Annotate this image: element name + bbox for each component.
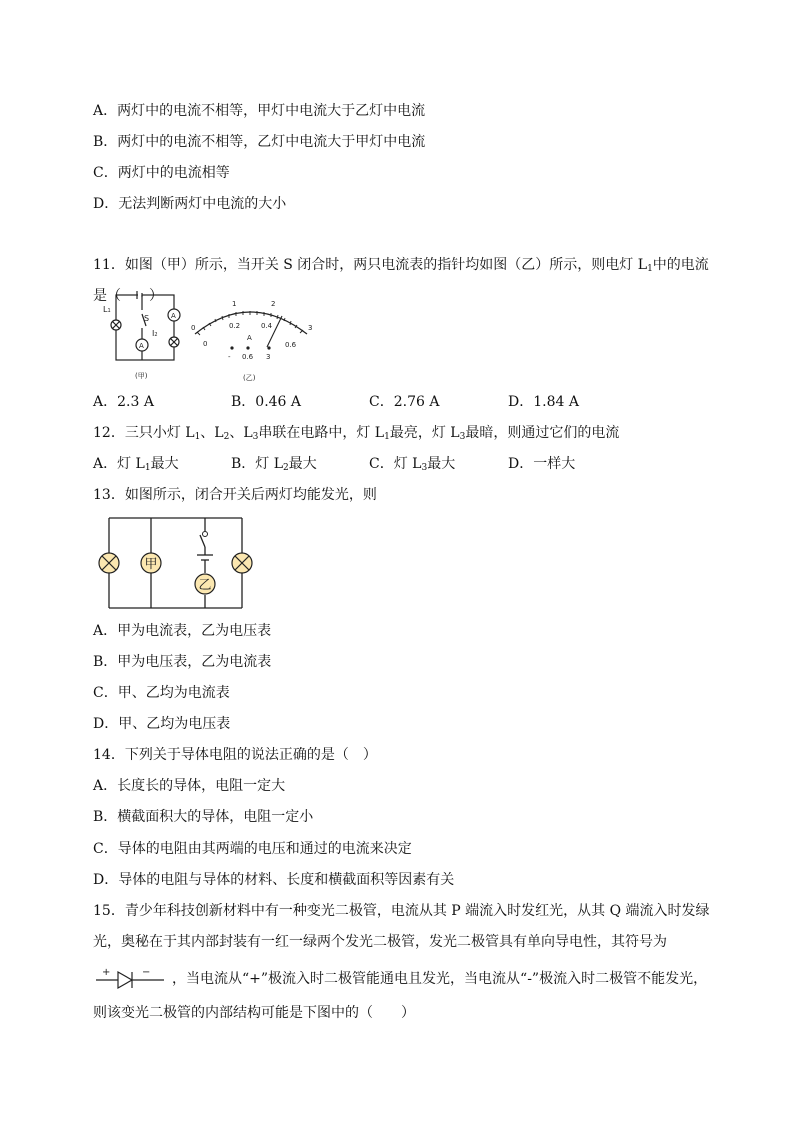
fig-yi-caption: (乙) bbox=[243, 374, 256, 382]
q12-stem: 12．三只小灯 $L_1$、$L_2$、$L_3$串联在电路中，灯 $L_1$最亮，灯 $L_3$最暗，则通过它们的电流 bbox=[93, 425, 620, 442]
svg-text:0.6: 0.6 bbox=[242, 353, 254, 361]
q12-option-d: D．一样大 bbox=[508, 456, 576, 472]
q12-option-c: C．灯 $L_3$最大 bbox=[369, 456, 456, 473]
q14-option-c: C．导体的电阻由其两端的电压和通过的电流来决定 bbox=[93, 841, 412, 857]
q13-option-a: A．甲为电流表，乙为电压表 bbox=[93, 623, 272, 639]
q13-lamp-left-icon bbox=[99, 553, 119, 573]
svg-text:A: A bbox=[139, 342, 144, 350]
svg-text:L1: L1 bbox=[103, 305, 111, 314]
q14-stem: 14．下列关于导体电阻的说法正确的是（ ） bbox=[93, 747, 377, 763]
q13-option-d: D．甲、乙均为电压表 bbox=[93, 716, 231, 732]
svg-text:0.4: 0.4 bbox=[261, 322, 273, 330]
dial-needle bbox=[267, 316, 282, 347]
svg-text:A: A bbox=[247, 334, 252, 342]
svg-text:+: + bbox=[102, 967, 111, 978]
svg-text:−: − bbox=[142, 967, 151, 978]
q15-line2: 光，奥秘在于其内部封装有一红一绿两个发光二极管，发光二极管具有单向导电性，其符号为 bbox=[93, 934, 667, 950]
svg-text:甲: 甲 bbox=[144, 557, 158, 572]
q15-line4: 则该变光二极管的内部结构可能是下图中的（ ） bbox=[93, 1005, 415, 1021]
q13-option-c: C．甲、乙均为电流表 bbox=[93, 685, 230, 701]
svg-text:1: 1 bbox=[232, 300, 237, 308]
q13-lamp-right-icon bbox=[232, 553, 252, 573]
svg-text:I2: I2 bbox=[152, 329, 158, 338]
svg-text:0: 0 bbox=[203, 340, 208, 348]
q13-stem: 13．如图所示，闭合开关后两灯均能发光，则 bbox=[93, 487, 377, 503]
q15-line1: 15．青少年科技创新材料中有一种变光二极管，电流从其 P 端流入时发红光，从其 Q 端流入时发绿 bbox=[93, 903, 710, 919]
svg-text:0: 0 bbox=[191, 324, 196, 332]
svg-text:3: 3 bbox=[308, 324, 313, 332]
svg-text:0.2: 0.2 bbox=[229, 322, 241, 330]
svg-text:-: - bbox=[228, 353, 231, 361]
q11-stem-line2: 是（ ） bbox=[93, 288, 163, 304]
q13-option-b: B．甲为电压表，乙为电流表 bbox=[93, 654, 272, 670]
q10-option-c: C．两灯中的电流相等 bbox=[93, 165, 230, 181]
q14-option-d: D．导体的电阻与导体的材料、长度和横截面积等因素有关 bbox=[93, 872, 455, 888]
svg-text:2: 2 bbox=[271, 300, 276, 308]
q11-figure-jia bbox=[102, 290, 182, 382]
q12-option-b: B．灯 $L_2$最大 bbox=[231, 456, 317, 473]
q11-option-d: D．1.84 A bbox=[508, 394, 579, 410]
q11-option-b: B．0.46 A bbox=[231, 394, 302, 410]
q10-option-a: A．两灯中的电流不相等，甲灯中电流大于乙灯中电流 bbox=[93, 103, 426, 119]
svg-text:0.6: 0.6 bbox=[285, 341, 297, 349]
q13-figure bbox=[96, 513, 256, 613]
q10-option-d: D．无法判断两灯中电流的大小 bbox=[93, 196, 287, 212]
q12-option-a: A．灯 $L_1$最大 bbox=[93, 456, 179, 473]
q14-option-b: B．横截面积大的导体，电阻一定小 bbox=[93, 809, 314, 825]
q11-option-a: A．2.3 A bbox=[93, 394, 154, 410]
q15-line3: ，当电流从“+”极流入时二极管能通电且发光，当电流从“-”极流入时二极管不能发光， bbox=[172, 971, 708, 987]
fig-jia-caption: (甲) bbox=[135, 372, 148, 380]
diode-symbol-icon bbox=[94, 964, 166, 992]
q10-option-b: B．两灯中的电流不相等，乙灯中电流大于甲灯中电流 bbox=[93, 134, 426, 150]
svg-text:A: A bbox=[171, 312, 176, 320]
q11-figure-yi bbox=[187, 292, 317, 382]
svg-text:S: S bbox=[144, 314, 150, 323]
q14-option-a: A．长度长的导体，电阻一定大 bbox=[93, 778, 286, 794]
q11-stem: 11．如图（甲）所示，当开关 S 闭合时，两只电流表的指针均如图（乙）所示，则电灯 $L_1$中的电流 bbox=[93, 257, 709, 274]
q11-option-c: C．2.76 A bbox=[369, 394, 440, 410]
svg-text:乙: 乙 bbox=[198, 578, 212, 593]
svg-text:3: 3 bbox=[266, 353, 271, 361]
